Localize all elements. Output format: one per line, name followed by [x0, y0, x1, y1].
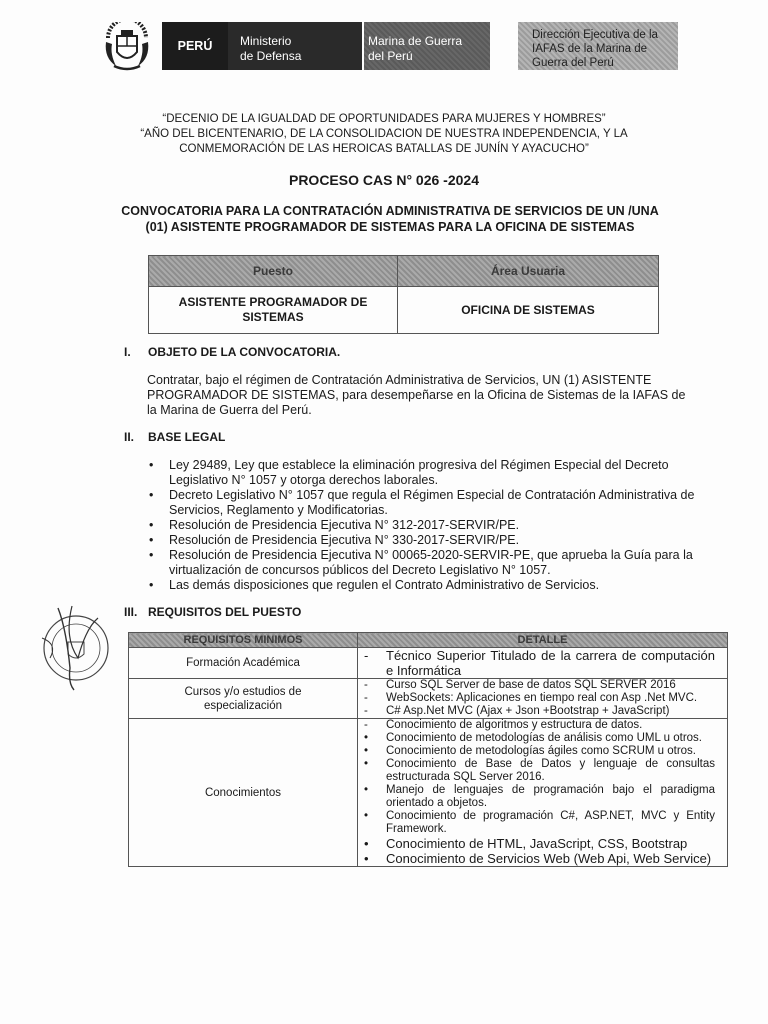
- conocimiento-item: • Manejo de lenguajes de programación bajo el paradigma orientado a objetos.: [358, 784, 727, 810]
- conocimiento-item: • Conocimiento de Servicios Web (Web Api, Web Service): [358, 851, 727, 866]
- section-3-number: III.: [124, 605, 138, 619]
- base-legal-item: • Las demás disposiciones que regulen el Contrato Administrativo de Servicios.: [169, 578, 709, 593]
- requisitos-table: [128, 632, 728, 867]
- puesto-table: [148, 255, 659, 334]
- header-direccion-label: Dirección Ejecutiva de la IAFAS de la Marina de Guerra del Perú: [532, 29, 658, 69]
- header-peru-label: PERÚ: [177, 38, 213, 53]
- peru-coat-of-arms-logo: [102, 22, 152, 74]
- puesto-header: Puesto: [149, 256, 398, 287]
- detalle-header: DETALLE: [358, 633, 728, 648]
- conocimientos-label: Conocimientos: [129, 719, 358, 867]
- conocimiento-item: • Conocimiento de programación C#, ASP.NET, MVC y Entity Framework.: [358, 810, 727, 836]
- cursos-label: [129, 679, 358, 719]
- section-2-title: BASE LEGAL: [148, 430, 226, 444]
- puesto-value: [149, 287, 398, 334]
- conocimiento-item: - Conocimiento de algoritmos y estructura de datos.: [358, 719, 727, 732]
- cursos-label-text: Cursos y/o estudios de especialización: [184, 685, 302, 712]
- section-1-title: OBJETO DE LA CONVOCATORIA.: [148, 345, 341, 359]
- proceso-title: PROCESO CAS N° 026 -2024: [288, 172, 479, 188]
- conocimiento-item: • Conocimiento de Base de Datos y lenguaje de consultas estructurada SQL Server 2016.: [358, 758, 727, 784]
- base-legal-item: • Resolución de Presidencia Ejecutiva N° 330-2017-SERVIR/PE.: [169, 533, 709, 548]
- requisitos-minimos-header: REQUISITOS MINIMOS: [129, 633, 358, 648]
- base-legal-item: • Resolución de Presidencia Ejecutiva N° 312-2017-SERVIR/PE.: [169, 518, 709, 533]
- conocimiento-item: • Conocimiento de HTML, JavaScript, CSS, Bootstrap: [358, 836, 727, 851]
- header-marina-label: Marina de Guerra del Perú: [368, 34, 463, 63]
- area-usuaria-value: OFICINA DE SISTEMAS: [398, 287, 659, 334]
- decenio-line-1: “DECENIO DE LA IGUALDAD DE OPORTUNIDADES PARA MUJERES Y HOMBRES”: [162, 113, 606, 125]
- decenio-line-3: CONMEMORACIÓN DE LAS HEROICAS BATALLAS DE JUNÍN Y AYACUCHO”: [179, 143, 589, 155]
- decenio-heading: [0, 112, 768, 157]
- base-legal-item: • Ley 29489, Ley que establece la eliminación progresiva del Régimen Especial del Decreto Legislativo N° 1057 y otorga derechos laborales.: [169, 458, 709, 488]
- formacion-detail: [358, 648, 728, 679]
- convocatoria-line-2: (01) ASISTENTE PROGRAMADOR DE SISTEMAS PARA LA OFICINA DE SISTEMAS: [145, 220, 635, 234]
- official-seal-stamp: [28, 598, 128, 698]
- convocatoria-line-1: CONVOCATORIA PARA LA CONTRATACIÓN ADMINISTRATIVA DE SERVICIOS DE UN /UNA: [121, 204, 659, 218]
- header-direccion-block: [518, 22, 678, 70]
- section-2-number: II.: [124, 430, 135, 444]
- header-ministerio-label: Ministerio de Defensa: [240, 34, 302, 63]
- curso-item: - WebSockets: Aplicaciones en tiempo real con Asp .Net MVC.: [358, 692, 727, 705]
- conocimientos-detail: [358, 719, 728, 867]
- base-legal-item: • Decreto Legislativo N° 1057 que regula el Régimen Especial de Contratación Administrativa de Servicios, Reglamento y Modificatorias.: [169, 488, 709, 518]
- convocatoria-title: [90, 203, 690, 235]
- header-peru-block: [162, 22, 228, 70]
- conocimiento-item: • Conocimiento de metodologías ágiles como SCRUM u otros.: [358, 745, 727, 758]
- conocimiento-item: • Conocimiento de metodologías de análisis como UML u otros.: [358, 732, 727, 745]
- section-1-text: Contratar, bajo el régimen de Contratación Administrativa de Servicios, UN (1) ASISTENTE PROGRAMADOR DE SISTEMAS, para desempeñarse en la Oficina de Sistemas de la IAFAS de la Marina de Guerra del Perú.: [147, 373, 686, 417]
- puesto-value-text: ASISTENTE PROGRAMADOR DE SISTEMAS: [178, 295, 368, 324]
- formacion-label: Formación Académica: [129, 648, 358, 679]
- header-marina-block: [364, 22, 490, 70]
- curso-item: - C# Asp.Net MVC (Ajax + Json +Bootstrap + JavaScript): [358, 705, 727, 718]
- decenio-line-2: “AÑO DEL BICENTENARIO, DE LA CONSOLIDACION DE NUESTRA INDEPENDENCIA, Y LA: [140, 128, 628, 140]
- base-legal-list: [147, 458, 709, 593]
- section-3-title: REQUISITOS DEL PUESTO: [148, 605, 302, 619]
- section-1-number: I.: [124, 345, 131, 359]
- area-usuaria-header: Área Usuaria: [398, 256, 659, 287]
- base-legal-item: • Resolución de Presidencia Ejecutiva N° 00065-2020-SERVIR-PE, que aprueba la Guía para la virtualización de concursos públicos del Decreto Legislativo N° 1057.: [169, 548, 709, 578]
- cursos-detail: [358, 679, 728, 719]
- header-ministerio-block: [228, 22, 362, 70]
- curso-item: - Curso SQL Server de base de datos SQL SERVER 2016: [358, 679, 727, 692]
- formacion-item: - Técnico Superior Titulado de la carrera de computación e Informática: [358, 648, 727, 678]
